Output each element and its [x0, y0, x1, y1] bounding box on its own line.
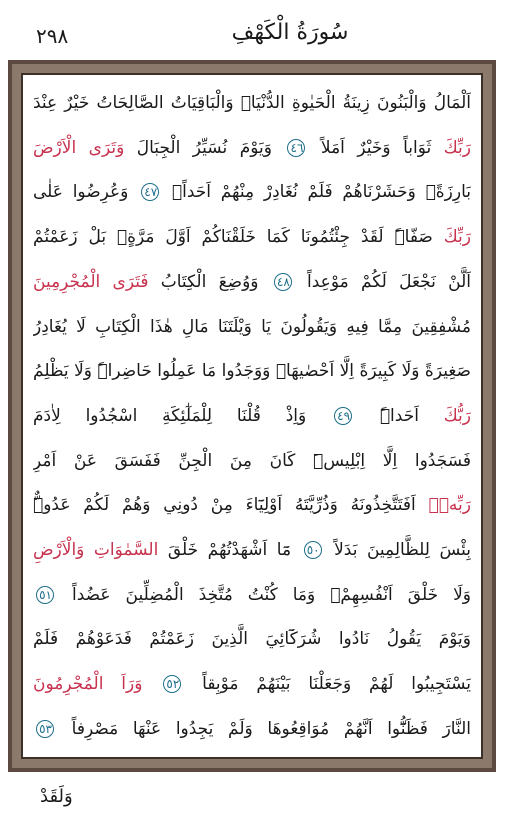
- text-segment: صَفّاًۜ لَقَدْ جِئْتُمُونَا كَمَا خَلَقْنَاكُمْ اَوَّلَ مَرَّةٍۘ بَلْ زَعَمْتُمْ: [33, 227, 444, 248]
- text-line: [33, 441, 471, 481]
- text-line: [33, 262, 471, 302]
- text-segment: بِئْسَ لِلظَّالِمِينَ بَدَلاً: [324, 540, 471, 561]
- text-line: [33, 530, 471, 570]
- text-segment: وَعُرِضُوا عَلٰى: [33, 182, 139, 203]
- text-segment: وَلَا خَلْقَ اَنْفُسِهِمْۖ وَمَا كُنْتُ مُتَّخِذَ الْمُضِلِّينَ عَضُداً: [57, 584, 471, 605]
- text-line: [33, 351, 471, 391]
- highlighted-word: رَبِّهٖۜ: [428, 495, 471, 516]
- highlighted-word: فَتَرَى الْمُجْرِمِينَ: [33, 271, 149, 292]
- text-segment: وَيَوْمَ نُسَيِّرُ الْجِبَالَ: [124, 137, 285, 158]
- text-segment: وَوُضِعَ الْكِتَابُ: [148, 271, 271, 292]
- quran-text-body: [21, 73, 483, 759]
- highlighted-word: رَبِّكَ: [443, 227, 471, 248]
- text-segment: صَغِيرَةً وَلَا كَبِيرَةً اِلَّا اَحْصٰيهَاۚ وَوَجَدُوا مَا عَمِلُوا حَاضِراًۜ وَلَا يَظْلِمُ: [33, 361, 471, 382]
- text-segment: مَٓا اَشْهَدْتُهُمْ خَلْقَ: [158, 540, 301, 561]
- text-line: [33, 619, 471, 659]
- surah-title: سُورَةُ الْكَهْفِ: [231, 20, 349, 45]
- ayah-marker: ٤٦: [287, 139, 305, 157]
- ayah-marker: ٥٠: [304, 541, 322, 559]
- text-segment: النَّارَ فَظَنُّٓوا اَنَّهُمْ مُوَاقِعُوهَا وَلَمْ يَجِدُوا عَنْهَا مَصْرِفاً: [57, 718, 471, 739]
- text-segment: اَلَّنْ نَجْعَلَ لَكُمْ مَوْعِداً: [294, 271, 471, 292]
- ayah-marker: ٤٨: [274, 273, 292, 291]
- text-segment: اَفَتَتَّخِذُونَهُ وَذُرِّيَّتَهُ اَوْلِيَٓاءَ مِنْ دُونِي وَهُمْ لَكُمْ عَدُوٌّۜ: [33, 495, 429, 516]
- catchword: وَلَقَدْ: [40, 786, 73, 807]
- ayah-marker: ٤٩: [334, 407, 352, 425]
- page-number: ٢٩٨: [36, 24, 69, 48]
- ayah-marker: ٥٣: [36, 720, 54, 738]
- text-segment: بَارِزَةًۙ وَحَشَرْنَاهُمْ فَلَمْ نُغَادِرْ مِنْهُمْ اَحَداًۚ: [162, 182, 471, 203]
- text-line: [33, 172, 471, 212]
- highlighted-word: رَبُّكَ: [443, 405, 471, 426]
- text-line: [33, 709, 471, 749]
- text-segment: اَحَداًۜ: [355, 405, 444, 426]
- text-segment: وَيَوْمَ يَقُولُ نَادُوا شُرَكَٓائِيَ الَّذِينَ زَعَمْتُمْ فَدَعَوْهُمْ فَلَمْ: [33, 629, 471, 650]
- highlighted-word: وَتَرَى الْاَرْضَ: [33, 137, 125, 158]
- text-line: [33, 485, 471, 525]
- page-frame: [8, 60, 496, 772]
- text-line: [33, 575, 471, 615]
- highlighted-word: السَّمٰوَاتِ وَالْاَرْضِ: [33, 540, 159, 561]
- ayah-marker: ٥١: [36, 586, 54, 604]
- highlighted-word: وَرَاَ الْمُجْرِمُونَ: [33, 674, 161, 695]
- text-segment: فَسَجَدُوا اِلَّا اِبْلِيسَۜ كَانَ مِنَ الْجِنِّ فَفَسَقَ عَنْ اَمْرِ: [33, 450, 471, 471]
- text-line: [33, 217, 471, 257]
- text-segment: اَلْمَالُ وَالْبَنُونَ زِينَةُ الْحَيٰوةِ الدُّنْيَاۚ وَالْبَاقِيَاتُ الصَّالِحَاتُ خَيْرٌ عِنْدَ: [33, 93, 471, 113]
- page-header: [30, 20, 488, 56]
- text-line: [33, 307, 471, 347]
- highlighted-word: رَبِّكَ: [443, 137, 471, 158]
- ayah-marker: ٤٧: [141, 183, 159, 201]
- text-segment: ثَوَاباً وَخَيْرٌ اَمَلاً: [308, 137, 444, 158]
- text-line: [33, 396, 471, 436]
- ayah-marker: ٥٢: [163, 675, 181, 693]
- text-line: [33, 128, 471, 168]
- text-segment: مُشْفِقِينَ مِمَّا فِيهِ وَيَقُولُونَ يَا وَيْلَتَنَا مَالِ هٰذَا الْكِتَابِ لَا يُغَادِرُ: [33, 316, 471, 337]
- text-segment: وَاِذْ قُلْنَا لِلْمَلٰٓئِكَةِ اسْجُدُوا لِاٰدَمَ: [33, 405, 332, 426]
- text-line: [33, 83, 471, 123]
- text-line: [33, 664, 471, 704]
- text-segment: يَسْتَجِيبُوا لَهُمْ وَجَعَلْنَا بَيْنَهُمْ مَوْبِقاً: [184, 674, 471, 695]
